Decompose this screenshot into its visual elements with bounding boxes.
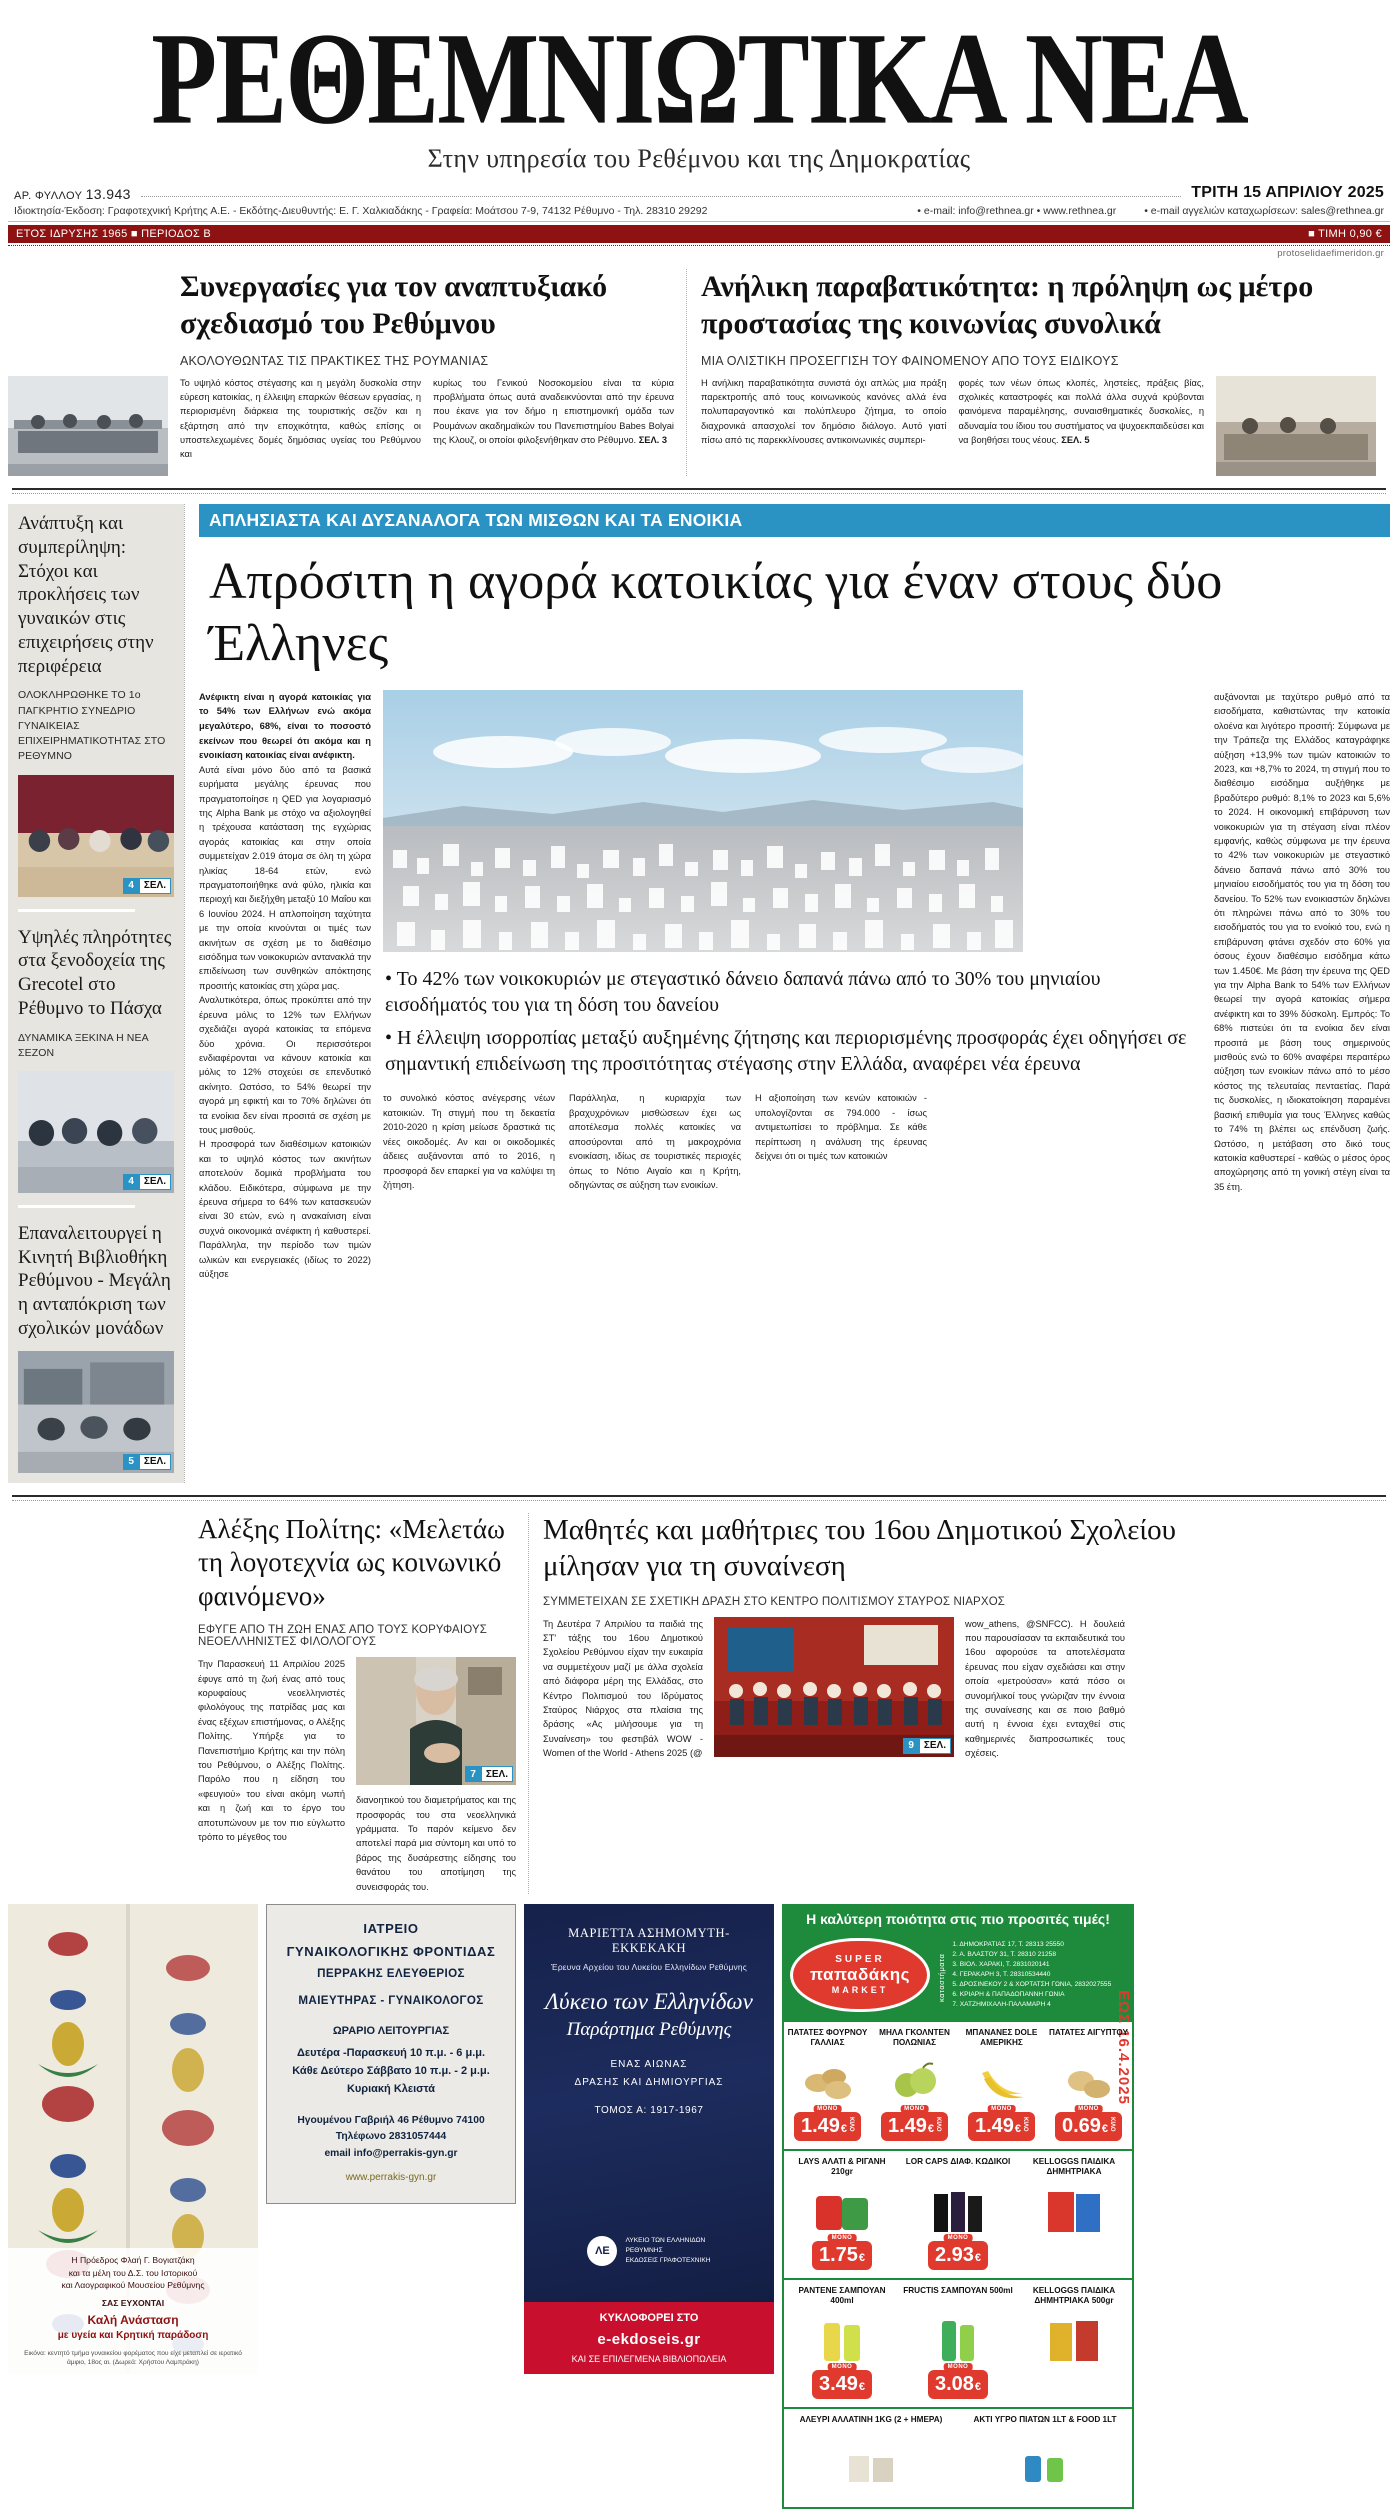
ad-book-author: ΜΑΡΙΕΤΤΑ ΑΣΗΜΟΜΥΤΗ-ΕΚΚΕΚΑΚΗ — [568, 1925, 730, 1955]
product-1-currency: € — [927, 2122, 935, 2135]
product-11[interactable] — [958, 2409, 1132, 2507]
product-0-name: ΠΑΤΑΤΕΣ ΦΟΥΡΝΟΥ ΓΑΛΛΙΑΣ — [787, 2027, 868, 2048]
ad-gyn-hours-3: Κυριακή Κλειστά — [346, 2082, 436, 2095]
sidebar — [8, 504, 184, 1483]
shampoo-icon-2 — [903, 2312, 1013, 2368]
product-9-name: KELLOGGS ΠΑΙΔΙΚΑ ΔΗΜΗΤΡΙΑΚΑ 500gr — [1032, 2285, 1116, 2306]
ad-gyn-contact — [277, 2113, 505, 2162]
section2-story-0-col2: διανοητικού του διαμετρήματος και της προσφοράς του στα νεοελληνικά γράμματα. Το παρόν κείμενο δεν αποτελεί παρά μια σύντομη και υπό το βάρος της δυσάρεστης είδησης του θανάτου του αποτίμηση της συνεισφοράς του. — [356, 1795, 516, 1892]
divider-dotted — [141, 196, 1181, 197]
product-4-price — [812, 2234, 872, 2270]
main-story-lead-column — [199, 690, 371, 1282]
ad-book-title1: Λύκειο των Ελληνίδων — [545, 1988, 753, 2014]
sidebar-item-0[interactable] — [18, 512, 174, 896]
product-1-amount: 1.49 — [887, 2114, 927, 2137]
cereal-icon — [1019, 2183, 1129, 2239]
product-8[interactable] — [900, 2280, 1016, 2407]
product-5-mono: ΜΟΝΟ — [944, 2234, 973, 2242]
section2-story-1-kicker: ΣΥΜΜΕΤΕΙΧΑΝ ΣΕ ΣΧΕΤΙΚΗ ΔΡΑΣΗ ΣΤΟ ΚΕΝΤΡΟ ΠΟΛΙΤΙΣΜΟΥ ΣΤΑΥΡΟΣ ΝΙΑΡΧΟΣ — [543, 1595, 1006, 1608]
sidebar-item-0-kicker: ΟΛΟΚΛΗΡΩΘΗΚΕ ΤΟ 1ο ΠΑΓΚΡΗΤΙΟ ΣΥΝΕΔΡΙΟ ΓΥΝΑΙΚΕΙΑΣ ΕΠΙΧΕΙΡΗΜΑΤΙΚΟΤΗΤΑΣ ΣΤΟ ΡΕΘΥΜΝΟ — [18, 689, 166, 763]
athens-cityscape-photo — [383, 690, 1023, 952]
masthead-subtitle: Στην υπηρεσία του Ρεθέμνου και της Δημοκρατίας — [427, 144, 971, 173]
ad-super-logo-top: SUPER — [835, 1954, 885, 1966]
top-story-2-col1: Η ανήλικη παραβατικότητα συνιστά όχι απλώς μια πράξη παρεκτροπής από τους κοινωνικούς κανόνες αλλά ένα πολυπαραγοντικό και πολύπλευρο ζήτημα, το οποίο διαχρονικά απασχολεί τον δημόσιο διάλογο. Αυτό γιατί πίσω από τις παρεκκλίνουσες αντικοινωνικές συμπερι- — [701, 378, 947, 445]
potato-icon — [787, 2054, 868, 2110]
ad-museum-line1: Η Πρόεδρος Φλαή Γ. Βογιατζάκη — [71, 2255, 195, 2266]
ad-museum-line3: και Λαογραφικού Μουσείου Ρεθύμνης — [61, 2280, 205, 2291]
product-3-amount: 0.69 — [1061, 2114, 1101, 2137]
product-10-name: ΑΛΕΥΡΙ ΑΛΛΑΤΙΝΗ 1KG (2 + ΗΜΕΡΑ) — [799, 2414, 943, 2424]
chips-icon — [787, 2183, 897, 2239]
product-2[interactable] — [958, 2022, 1045, 2149]
product-3-price — [1055, 2105, 1122, 2141]
ad-super-store-5: 6. ΚΡΙΑΡΗ & ΠΑΠΑΔΟΠΑΝΝΗ ΓΩΝΙΑ — [952, 1990, 1065, 1998]
ad-book-tome: ΤΟΜΟΣ Α: 1917-1967 — [594, 2104, 704, 2116]
main-story-lead-rest2: Αναλυτικότερα, όπως προκύπτει από την έρευνα μόλις το 12% των Ελλήνων σχεδιάζει αγορά κατοικίας τα επόμενα δύο χρόνια. Οι περισσότεροι ενδιαφέρονται να κάνουν κατοικία και μόλις το 12% στοχεύει σε επενδυτικό ακίνητο. Ωστόσο, το 54% θεωρεί την αγορά μη εφικτή και το 70% δηλώνει ότι τα ενοίκια δεν είναι προσιτά σε σχέση με τους μισθούς. — [199, 995, 371, 1135]
section2-story-1-body — [543, 1617, 1198, 1761]
section2-story-1-page-label: ΣΕΛ. — [919, 1738, 951, 1754]
coffee-glyph — [928, 2188, 988, 2234]
product-10[interactable] — [784, 2409, 958, 2507]
main-story-bullet-0: • Το 42% των νοικοκυριών με στεγαστικό δάνειο δαπανά πάνω από το 30% του μηνιαίου εισοδήματός του για τη δόση του δανείου — [385, 967, 1101, 1017]
cereal-glyph — [1044, 2188, 1104, 2234]
top-story-1-col2 — [433, 376, 674, 476]
section2-story-1-col1: Τη Δευτέρα 7 Απριλίου τα παιδιά της ΣΤ' τάξης του 16ου Δημοτικού Σχολείου Ρεθύμνου είχαν την ευκαιρία να συμμετέχουν μαζί με άλλα σχολεία από διάφορα μέρη της Ελλάδας, στο Κέντρο Πολιτισμού του Ιδρύματος Σταύρος Νιάρχος στα πλαίσια της δράσης «Ας μιλήσουμε για τη Συναίνεση» του φεστιβάλ WOW - Women of the World - Athens 2025 (@ — [543, 1618, 703, 1759]
product-1[interactable] — [871, 2022, 958, 2149]
ad-book-pub2: ΡΕΘΥΜΝΗΣ — [625, 2247, 663, 2255]
section2-story-0-page-label: ΣΕΛ. — [481, 1766, 513, 1782]
top-story-2-photo — [1216, 376, 1376, 476]
product-4-currency: € — [858, 2251, 866, 2264]
ads-strip — [8, 1904, 1390, 2509]
top-story-1-photo — [8, 376, 168, 476]
cereal-icon-2 — [1019, 2312, 1129, 2368]
product-3-mono: ΜΟΝΟ — [1074, 2105, 1103, 2113]
product-0-unit: ΚΙΛΟ — [848, 2117, 855, 2132]
sidebar-item-0-page-label: ΣΕΛ. — [139, 878, 171, 894]
ad-book-publisher-text — [625, 2236, 710, 2266]
sidebar-item-1-kicker: ΔΥΝΑΜΙΚΑ ΞΕΚΙΝΑ Η ΝΕΑ ΣΕΖΟΝ — [18, 1031, 149, 1059]
product-6-name: KELLOGGS ΠΑΙΔΙΚΑ ΔΗΜΗΤΡΙΑΚΑ — [1032, 2156, 1116, 2177]
ad-museum[interactable] — [8, 1904, 258, 2374]
issue-date-row — [8, 184, 1390, 202]
product-5-currency: € — [974, 2251, 982, 2264]
ad-gyn-address: Ηγουμένου Γαβριήλ 46 Ρέθυμνο 74100 — [297, 2114, 485, 2126]
ad-gyn-hours-title: ΩΡΑΡΙΟ ΛΕΙΤΟΥΡΓΙΑΣ — [332, 2024, 450, 2037]
product-5-amount: 2.93 — [934, 2243, 974, 2266]
main-story-headline[interactable]: Απρόσιτη η αγορά κατοικίας για έναν στους δύο Έλληνες — [209, 553, 1223, 672]
ad-gyn-email[interactable]: email info@perrakis-gyn.gr — [324, 2147, 458, 2159]
sidebar-item-2-page-tag[interactable] — [123, 1454, 171, 1470]
product-4[interactable] — [784, 2151, 900, 2278]
flour-icon — [787, 2441, 955, 2497]
product-1-unit: ΚΙΛΟ — [935, 2117, 942, 2132]
founded-text: ΕΤΟΣ ΙΔΡΥΣΗΣ 1965 ■ ΠΕΡΙΟΔΟΣ Β — [16, 228, 212, 240]
issue-number-block — [14, 186, 131, 202]
ad-super-row-4 — [782, 2409, 1134, 2509]
contact-links — [917, 205, 1384, 217]
ad-super-tagline: Η καλύτερη ποιότητα στις πιο προσιτές τιμές! — [782, 1904, 1134, 1934]
soap-glyph — [1015, 2454, 1075, 2484]
top-story-1-body — [8, 376, 674, 476]
product-2-mono: ΜΟΝΟ — [987, 2105, 1016, 2113]
main-story-photo — [383, 690, 1023, 952]
ad-super-store-6: 7. ΧΑΤΖΗΜΙΧΑΛΗ-ΠΑΛΑΜΑΡΗ 4 — [952, 2001, 1051, 2008]
ad-book-subtitle: Έρευνα Αρχείου του Λυκείου Ελληνίδων Ρεθύμνης — [551, 1961, 747, 1972]
banana-icon — [961, 2054, 1042, 2110]
ad-super-valid-until: ΕΩΣ 16.4.2025 — [1115, 1989, 1132, 2105]
main-story-body-top — [199, 690, 1390, 1282]
ad-super-store-0: 1. ΔΗΜΟΚΡΑΤΙΑΣ 17, Τ. 28313 25550 — [952, 1940, 1064, 1948]
ad-super-row-1 — [782, 2022, 1134, 2151]
banana-glyph — [974, 2059, 1030, 2105]
ad-book-mid1: ΕΝΑΣ ΑΙΩΝΑΣ — [610, 2058, 688, 2070]
soap-icon — [961, 2441, 1129, 2497]
divider-thick-2 — [12, 1495, 1386, 1497]
product-7-amount: 3.49 — [818, 2372, 858, 2395]
panel-discussion-photo — [1216, 376, 1376, 476]
product-0-amount: 1.49 — [800, 2114, 840, 2137]
sidebar-item-2-headline[interactable]: Επαναλειτουργεί η Κινητή Βιβλιοθήκη Ρεθύμνου - Μεγάλη η ανταπόκριση των σχολικών μονάδων — [18, 1222, 171, 1339]
section2-story-0-photo — [356, 1657, 516, 1785]
issue-number: 13.943 — [85, 186, 131, 202]
main-story-col2: το συνολικό κόστος ανέγερσης νέων κατοικιών. Τη στιγμή που τη δεκαετία 2010-2020 η κρίση μείωσε δραστικά τις νέες οικοδομές. Αν και οι οικοδομικές άδειες αυξάνονται από το 2016, η προσφορά δεν επαρκεί για να καλύψει τη ζήτηση. — [383, 1093, 555, 1190]
potato-glyph — [800, 2059, 856, 2105]
sidebar-divider-2 — [18, 1205, 135, 1208]
product-7-name: ΡΑΝΤΕΝΕ ΣΑΜΠΟΥΑΝ 400ml — [798, 2285, 886, 2306]
main-story-lower-columns — [383, 1091, 1202, 1192]
section2-story-0-headline[interactable]: Αλέξης Πολίτης: «Μελετάω τη λογοτεχνία ως κοινωνικό φαινόμενο» — [198, 1513, 505, 1611]
sidebar-item-2-page-num: 5 — [123, 1454, 139, 1470]
masthead — [8, 0, 1390, 174]
divider-dotted-3 — [12, 1500, 1386, 1501]
ad-gyn-hours-2: Κάθε Δεύτερο Σάββατο 10 π.μ. - 2 μ.μ. — [292, 2064, 490, 2077]
sidebar-item-1-page-label: ΣΕΛ. — [139, 1174, 171, 1190]
section2-story-0-page-num: 7 — [465, 1766, 481, 1782]
product-8-amount: 3.08 — [934, 2372, 974, 2395]
product-2-amount: 1.49 — [974, 2114, 1014, 2137]
ad-museum-line2: και τα μέλη του Δ.Σ. του Ιστορικού — [68, 2267, 198, 2278]
potato-icon-2 — [1048, 2054, 1129, 2110]
ad-book-band1: ΚΥΚΛΟΦΟΡΕΙ ΣΤΟ — [599, 2311, 699, 2324]
supermarket-logo-icon — [790, 1938, 930, 2012]
product-9[interactable] — [1016, 2280, 1132, 2407]
section-2 — [198, 1513, 1390, 1894]
ad-book-pub1: ΛΥΚΕΙΟ ΤΩΝ ΕΛΛΗΝΙΔΩΝ — [625, 2237, 706, 2245]
main-story-col3: Παράλληλα, η κυριαρχία των βραχυχρόνιων μισθώσεων έχει ως αποτέλεσμα πολλές κατοικίες να αποσύρονται από τη μακροχρόνια ενοικίαση, ιδίως σε τουριστικές περιοχές όπως το Νότιο Αιγαίο και η Κρήτη, οδηγώντας σε αύξηση των ενοικίων. — [569, 1093, 741, 1190]
ad-museum-wish-label: ΣΑΣ ΕΥΧΟΝΤΑΙ — [101, 2297, 165, 2308]
main-grid — [8, 504, 1390, 1483]
ad-book-band[interactable] — [524, 2302, 774, 2374]
sidebar-item-0-photo — [18, 775, 174, 897]
masthead-title: ΡΕΘΕΜΝΙΩΤΙΚΑ ΝΕΑ — [151, 6, 1247, 152]
ad-super-row-3 — [782, 2280, 1134, 2409]
main-story-bullets — [383, 966, 1202, 1078]
section2-story-1-headline[interactable]: Μαθητές και μαθήτριες του 16ου Δημοτικού Σχολείου μίλησαν για τη συναίνεση — [543, 1513, 1177, 1582]
sidebar-divider-1 — [18, 909, 135, 912]
sidebar-item-1-page-tag[interactable] — [123, 1174, 171, 1190]
main-story-lead-rest: Αυτά είναι μόνο δύο από τα βασικά ευρήματα μεγάλης έρευνας που πραγματοποίησε η QED για λογαριασμό της Alpha Bank με στόχο να αξιολογηθεί η τρέχουσα κατάσταση της εγχώριας αγοράς κατοικίας και στην οποία συμμετείχαν 2.019 άτομα σε όλη τη χώρα ηλικίας 18-64 ετών, ενώ πραγματοποιήθηκε ανά φύλο, ηλικία και περιοχή και διεξήχθη μεταξύ 10 Μαΐου και 6 Ιουνίου 2024. Η απλοποίηση ταχύτητα με την οποία κινούνται οι τιμές των ακινήτων σε σχέση με το διαθέσιμο εισόδημα των νοικοκυριών αντανακλά την επιδείνωση των συνθηκών απόκτησης προσιτής κατοικίας στη χώρα μας. — [199, 764, 371, 991]
product-5-price — [928, 2234, 988, 2270]
main-story-bullet-1: • Η έλλειψη ισορροπίας μεταξύ αυξημένης ζήτησης και περιορισμένης προσφοράς έχει οδηγήσει σε σημαντική επιδείνωση της προσιτότητας στέγασης στην Ελλάδα, αναφέρει νέα έρευνα — [385, 1026, 1187, 1076]
product-3-name: ΠΑΤΑΤΕΣ ΑΙΓΥΠΤΟΥ — [1048, 2027, 1129, 2037]
ad-gyn-line1: ΙΑΤΡΕΙΟ — [363, 1920, 419, 1936]
ad-gyn-website[interactable]: www.perrakis-gyn.gr — [345, 2172, 437, 2184]
product-8-currency: € — [974, 2380, 982, 2393]
ad-museum-wish1: Καλή Ανάσταση — [87, 2312, 179, 2327]
section2-story-1-photo — [714, 1617, 954, 1757]
product-8-mono: ΜΟΝΟ — [944, 2363, 973, 2371]
potato-glyph-2 — [1061, 2059, 1117, 2105]
product-6[interactable] — [1016, 2151, 1132, 2278]
main-story — [184, 504, 1390, 1483]
product-4-mono: ΜΟΝΟ — [828, 2234, 857, 2242]
product-0-price — [794, 2105, 861, 2141]
sidebar-item-0-page-tag[interactable] — [123, 878, 171, 894]
top-story-2-col2 — [959, 376, 1205, 476]
ad-gyn-hours-1: Δευτέρα -Παρασκευή 10 π.μ. - 6 μ.μ. — [296, 2046, 486, 2059]
ad-book-band3: ΚΑΙ ΣΕ ΕΠΙΛΕΓΜΕΝΑ ΒΙΒΛΙΟΠΩΛΕΙΑ — [571, 2353, 727, 2364]
main-story-lead-rest3: Η προσφορά των διαθέσιμων κατοικιών και το υψηλό κόστος των ακινήτων αποτελούν δομικά προβλήματα του κλάδου. Ειδικότερα, σύμφωνα με την έρευνα σήμερα το 64% των κατασκευών είναι 30 ετών, ενώ η ανακαίνιση είναι συχνά οικονομικά ανέφικτη ή καθυστερεί. Παράλληλα, την περίοδο των τιμών ωλικών και ενεργειακές (ιδίως το 2022) αύξησε — [199, 1139, 371, 1280]
lyceum-logo-icon: ΛΕ — [587, 2236, 617, 2266]
product-5[interactable] — [900, 2151, 1016, 2278]
top-stories — [8, 269, 1390, 476]
product-7-currency: € — [858, 2380, 866, 2393]
ad-museum-wish2: με υγεία και Κρητική παράδοση — [57, 2330, 209, 2342]
top-story-1[interactable] — [8, 269, 686, 476]
ads-email-link[interactable]: • e-mail αγγελιών καταχωρίσεων: sales@rethnea.gr — [1144, 205, 1384, 217]
watermark: protoselidaefimeridon.gr — [1277, 248, 1384, 259]
publication-date: ΤΡΙΤΗ 15 ΑΠΡΙΛΙΟΥ 2025 — [1191, 184, 1384, 201]
product-0-mono: ΜΟΝΟ — [813, 2105, 842, 2113]
apple-glyph — [887, 2059, 943, 2105]
top-story-1-col1: Το υψηλό κόστος στέγασης και η μεγάλη δυσκολία στην εύρεση κατοικίας, η έλλειψη επαρκών θέσεων εργασίας, η περιορισμένη διάρκεια της τουριστικής σεζόν και η εξάρτηση από την εποχικότητα, καθώς επίσης οι υποστελεχωμένες δομές δημόσιας υγείας του Ρεθύμνου και — [180, 378, 421, 459]
ad-book-mid2: ΔΡΑΣΗΣ ΚΑΙ ΔΗΜΙΟΥΡΓΙΑΣ — [574, 2076, 724, 2088]
product-1-mono: ΜΟΝΟ — [900, 2105, 929, 2113]
top-story-2-headline[interactable]: Ανήλικη παραβατικότητα: η πρόληψη ως μέτρο προστασίας της κοινωνίας συνολικά — [701, 270, 1314, 340]
sidebar-item-1-page-num: 4 — [123, 1174, 139, 1190]
section2-story-0-kicker: ΕΦΥΓΕ ΑΠΟ ΤΗ ΖΩΗ ΕΝΑΣ ΑΠΟ ΤΟΥΣ ΚΟΡΥΦΑΙΟΥΣ ΝΕΟΕΛΛΗΝΙΣΤΕΣ ΦΙΛΟΛΟΓΟΥΣ — [198, 1624, 488, 1649]
ad-super-logo-row — [782, 1934, 1134, 2022]
product-8-price — [928, 2363, 988, 2399]
ad-gyn-line2: ΓΥΝΑΙΚΟΛΟΓΙΚΗΣ ΦΡΟΝΤΙΔΑΣ — [286, 1943, 496, 1959]
sidebar-item-1-headline[interactable]: Υψηλές πληρότητες στα ξενοδοχεία της Grecotel στο Ρέθυμνο το Πάσχα — [18, 926, 172, 1019]
product-2-name: ΜΠΑΝΑΝΕΣ DOLE ΑΜΕΡΙΚΗΣ — [965, 2027, 1038, 2048]
product-0[interactable] — [784, 2022, 871, 2149]
main-story-right-column: αυξάνονται με ταχύτερο ρυθμό από τα εισοδήματα, καθιστώντας την κατοικία ολοένα και λιγότερο προσιτή: Σύμφωνα με την Τράπεζα της Ελλάδος καταγράφηκε αύξηση +13,9% των τιμών κατοικιών το 2023, και +8,7% το 2024, τη στιγμή που το διαθέσιμο εισόδημα αυξήθηκε με βραδύτερο ρυθμό: 8,1% το 2023 και 5,6% το 2024. Η οικονομική επιβάρυνση των νοικοκυριών για τη στέγαση είναι πλέον εμφανής, καθώς σύμφωνα με την έρευνα το 42% των νοικοκυριών με στεγαστικό δάνειο δαπανά πάνω από 30% του μηνιαίου εισοδήματός του για τη δόση του δανείου. Το 52% των ενοικιαστών δηλώνει ότι πληρώνει πάνω από το 30% του εισοδήματός του για το ενοίκιό του, ενώ η επιβάρυνση φτάνει σχεδόν στο 60% για όσους έχουν διαθέσιμο εισόδημα κάτω των 1.450€. Με βάση την έρευνα της QED για την Alpha Bank το 54% των Ελλήνων θεωρεί την αγορά κατοικίας σήμερα ανέφικτη και το 39% δύσκολη. Εμπρός: Το 68% πιστεύει ότι τα ενοίκια δεν είναι προσιτά με βάση τους σημερινούς μισθούς ενώ το 60% αναφέρει περαιτέρω αύξηση των ενοικίων πάνω από το μέσο κόστος της τελευταίας πενταετίας. Παρά τις δυσκολίες, η ιδιοκατοίκηση παραμένει βασική επιθυμία για τους Έλληνες καθώς το 74% τη βλέπει ως επένδυση ζωής. Ωστόσο, η μετάβαση στο δικό τους κατοικία καθυστερεί - καθώς ο μέσος όρος αποχώρησης από τη γονική στέγη είναι τα 35 έτη. — [1214, 691, 1390, 1192]
ad-book[interactable] — [524, 1904, 774, 2374]
ad-gyn-line3: ΠΕΡΡΑΚΗΣ ΕΛΕΥΘΕΡΙΟΣ — [317, 1966, 465, 1980]
ad-book-band2[interactable]: e-ekdoseis.gr — [597, 2330, 701, 2348]
ad-super-store-2: 3. ΒΙΟΛ. ΧΑΡΑΚΙ, Τ. 2831020141 — [952, 1960, 1050, 1968]
price-text: ■ ΤΙΜΗ 0,90 € — [1308, 228, 1382, 240]
product-8-name: FRUCTIS ΣΑΜΠΟΥΑΝ 500ml — [903, 2285, 1013, 2295]
product-2-currency: € — [1014, 2122, 1022, 2135]
sidebar-item-1[interactable] — [18, 926, 174, 1193]
section2-story-1-page-tag[interactable] — [903, 1738, 951, 1754]
product-4-amount: 1.75 — [818, 2243, 858, 2266]
cereal-glyph-2 — [1044, 2317, 1104, 2363]
section2-story-1-page-num: 9 — [903, 1738, 919, 1754]
ad-gyn-telephone[interactable]: Τηλέφωνο 2831057444 — [335, 2131, 447, 2143]
imprint-text: Ιδιοκτησία-Έκδοση: Γραφοτεχνική Κρήτης Α.Ε. - Εκδότης-Διευθυντής: Ε. Γ. Χαλκιαδάκης - Γραφεία: Μοάτσου 7-9, 74132 Ρέθυμνο - Τηλ. 28310 29292 — [14, 205, 708, 217]
ad-gyn-line4: ΜΑΙΕΥΤΗΡΑΣ - ΓΥΝΑΙΚΟΛΟΓΟΣ — [298, 1993, 484, 2007]
top-story-2-col2-text: φορές των νέων όπως κλοπές, ληστείες, πράξεις βίας, σχολικές καταστροφές και πολλά άλλα συχνά κρύβονται φαινόμενα παραμέλησης, συναισθηματικές δυσκολίες, η αδυναμία του ίδιου του συστήματος να ψυχοεκπαιδεύσει και να βοηθήσει τους νέους. — [958, 378, 1204, 445]
imprint-row — [8, 202, 1390, 222]
ad-gynecology[interactable] — [266, 1904, 516, 2204]
shampoo-glyph-2 — [928, 2317, 988, 2363]
shampoo-glyph — [812, 2317, 872, 2363]
apple-icon — [874, 2054, 955, 2110]
product-1-name: ΜΗΛΑ ΓΚΟΛΝΤΕΝ ΠΟΛΩΝΙΑΣ — [879, 2027, 950, 2048]
sidebar-item-0-page-num: 4 — [123, 878, 139, 894]
chips-glyph — [812, 2188, 872, 2234]
top-story-1-headline[interactable]: Συνεργασίες για τον αναπτυξιακό σχεδιασμό του Ρεθύμνου — [180, 270, 608, 340]
product-3-unit: ΚΙΛΟ — [1109, 2117, 1116, 2132]
section2-story-1[interactable] — [528, 1513, 1198, 1894]
main-story-col4: Η αξιοποίηση των κενών κατοικιών - υπολογίζονται σε 794.000 - ίσως αντιμετωπίσει το πρόβλημα. Σε κάθε περίπτωση η ανάλυση της έρευνας δείχνει ότι οι τιμές των κατοικιών — [755, 1093, 927, 1162]
product-2-price — [968, 2105, 1035, 2141]
sidebar-item-2-photo — [18, 1351, 174, 1473]
product-4-name: LAYS ΑΛΑΤΙ & ΡΙΓΑΝΗ 210gr — [798, 2156, 886, 2177]
product-7[interactable] — [784, 2280, 900, 2407]
top-story-1-page-ref[interactable]: ΣΕΛ. 3 — [638, 434, 668, 445]
ad-super-stores — [936, 1940, 1126, 2010]
divider-thick — [12, 488, 1386, 490]
sidebar-item-1-photo — [18, 1071, 174, 1193]
sidebar-item-2-page-label: ΣΕΛ. — [139, 1454, 171, 1470]
ad-gyn-hours — [277, 2025, 505, 2095]
sidebar-item-0-headline[interactable]: Ανάπτυξη και συμπερίληψη: Στόχοι και προκλήσεις των γυναικών στις επιχειρήσεις στην περιφέρεια — [18, 513, 154, 677]
product-3-currency: € — [1101, 2122, 1109, 2135]
product-7-price — [812, 2363, 872, 2399]
shampoo-icon — [787, 2312, 897, 2368]
ad-super-stores-label: καταστήματα — [937, 1953, 946, 2002]
issue-label: ΑΡ. ΦΥΛΛΟΥ — [14, 190, 83, 202]
section2-story-0-col1: Την Παρασκευή 11 Απριλίου 2025 έφυγε από τη ζωή ένας από τους κορυφαίους νεοελληνιστές φιλολόγους της πατρίδας μας και ένας εξέχων επιστήμονας, ο Αλέξης Πολίτης. Υπήρξε για το Πανεπιστήμιο Κρήτης και την πόλη του Ρεθύμνου, ο Αλέξης Πολίτης. Παρόλο που η είδηση του «φευγιού» του είναι ακόμη νωπή και η ζωή και το έργο του αποτυπώνουν με τον πιο εύγλωττο τρόπο το μέγεθος του — [198, 1659, 345, 1842]
ad-museum-caption-block — [8, 2248, 258, 2374]
conference-photo — [8, 376, 168, 476]
main-story-banner: ΑΠΛΗΣΙΑΣΤΑ ΚΑΙ ΔΥΣΑΝΑΛΟΓΑ ΤΩΝ ΜΙΣΘΩΝ ΚΑΙ ΤΑ ΕΝΟΙΚΙΑ — [199, 504, 1390, 537]
product-2-unit: ΚΙΛΟ — [1022, 2117, 1029, 2132]
section2-story-0-body — [198, 1657, 516, 1894]
ad-museum-image-caption: Εικόνα: κεντητό τμήμα γυναικείου φορέματος που είχε μεταπλεί σε ιερατικό άμφιο, 18ος αι. (Δωρεά: Χρήστου Λαμπράκη) — [24, 2349, 242, 2367]
top-story-1-kicker: ΑΚΟΛΟΥΘΩΝΤΑΣ ΤΙΣ ΠΡΑΚΤΙΚΕΣ ΤΗΣ ΡΟΥΜΑΝΙΑΣ — [180, 354, 489, 369]
ad-super-logo-bot: MARKET — [831, 1985, 889, 1996]
ad-book-pub3: ΕΚΔΟΣΕΙΣ ΓΡΑΦΟΤΕΧΝΙΚΗ — [625, 2256, 711, 2264]
ad-book-title2: Παράρτημα Ρεθύμνης — [566, 2018, 732, 2040]
ad-super-logo-mid: παπαδάκης — [810, 1965, 910, 1985]
top-story-2-kicker: ΜΙΑ ΟΛΙΣΤΙΚΗ ΠΡΟΣΕΓΓΙΣΗ ΤΟΥ ΦΑΙΝΟΜΕΝΟΥ ΑΠΟ ΤΟΥΣ ΕΙΔΙΚΟΥΣ — [701, 354, 1119, 369]
section2-story-0[interactable] — [198, 1513, 528, 1894]
sidebar-item-2[interactable] — [18, 1222, 174, 1473]
ad-book-publishers — [524, 2236, 774, 2266]
product-0-currency: € — [840, 2122, 848, 2135]
ad-super-store-3: 4. ΓΕΡΑΚΑΡΗ 3, Τ. 28310534440 — [952, 1970, 1051, 1978]
top-story-2[interactable] — [686, 269, 1376, 476]
school-stage-photo — [714, 1617, 954, 1757]
section2-story-0-page-tag[interactable] — [465, 1766, 513, 1782]
product-3[interactable] — [1045, 2022, 1132, 2149]
product-1-price — [881, 2105, 948, 2141]
top-story-1-col2-text: κυρίως του Γενικού Νοσοκομείου είναι τα κύρια προβλήματα όπως αυτά αναδεικνύονται από την έρευνα που έκανε για τον δήμο η επιστημονική ομάδα των Ρουμάνων ακαδημαϊκών του Πανεπιστημίου Babes Bolyai της Κλουζ, οι οποίοι φιλοξενήθηκαν στο Ρέθυμνο. — [433, 378, 674, 445]
top-story-2-page-ref[interactable]: ΣΕΛ. 5 — [1061, 434, 1090, 445]
product-5-name: LOR CAPS ΔΙΑΦ. ΚΩΔΙΚΟΙ — [905, 2156, 1011, 2166]
product-7-mono: ΜΟΝΟ — [828, 2363, 857, 2371]
flour-glyph — [841, 2454, 901, 2484]
top-story-2-body — [701, 376, 1376, 476]
founded-price-bar — [8, 225, 1390, 243]
ad-super-row-2 — [782, 2151, 1134, 2280]
ad-super-store-4: 5. ΔΡΟΣΙΝΕΚΟΥ 2 & ΧΟΡΤΑΤΣΗ ΓΩΝΙΑ, 2832027555 — [952, 1980, 1112, 1988]
divider-dotted-2 — [12, 493, 1386, 494]
section2-story-1-col2: wow_athens, @SNFCC). Η δουλειά που παρουσίασαν τα εκπαιδευτικά του 16ου αφορούσε τα αποτελέσματα έρευνας που είχαν σχεδιάσει και στην οποία «μετρούσαν» κατά πόσο οι συνομήλικοί τους γνώριζαν την έννοια της συναίνεσης και σε ποιο βαθμό αυτή η έννοια έχει ενταχθεί στις καθημερινές διαπροσωπικές τους σχέσεις. — [965, 1618, 1125, 1759]
product-11-name: ΑΚΤΙ ΥΓΡΟ ΠΙΑΤΩΝ 1LT & FOOD 1LT — [973, 2414, 1117, 2424]
ad-supermarket[interactable] — [782, 1904, 1134, 2509]
main-story-lead-bold: Ανέφικτη είναι η αγορά κατοικίας για το 54% των Ελλήνων ενώ ακόμα μεγαλύτερο, 68%, είναι το ποσοστό εκείνων που θεωρεί ότι ακόμα και η ενοικίαση κατοικίας είναι ανέφικτη. — [199, 690, 371, 761]
coffee-icon — [903, 2183, 1013, 2239]
email-link[interactable]: • e-mail: info@rethnea.gr • www.rethnea.gr — [917, 205, 1117, 217]
ad-super-store-1: 2. Α. ΒΛΑΣΤΟΥ 31, Τ. 28310 21258 — [952, 1950, 1056, 1958]
